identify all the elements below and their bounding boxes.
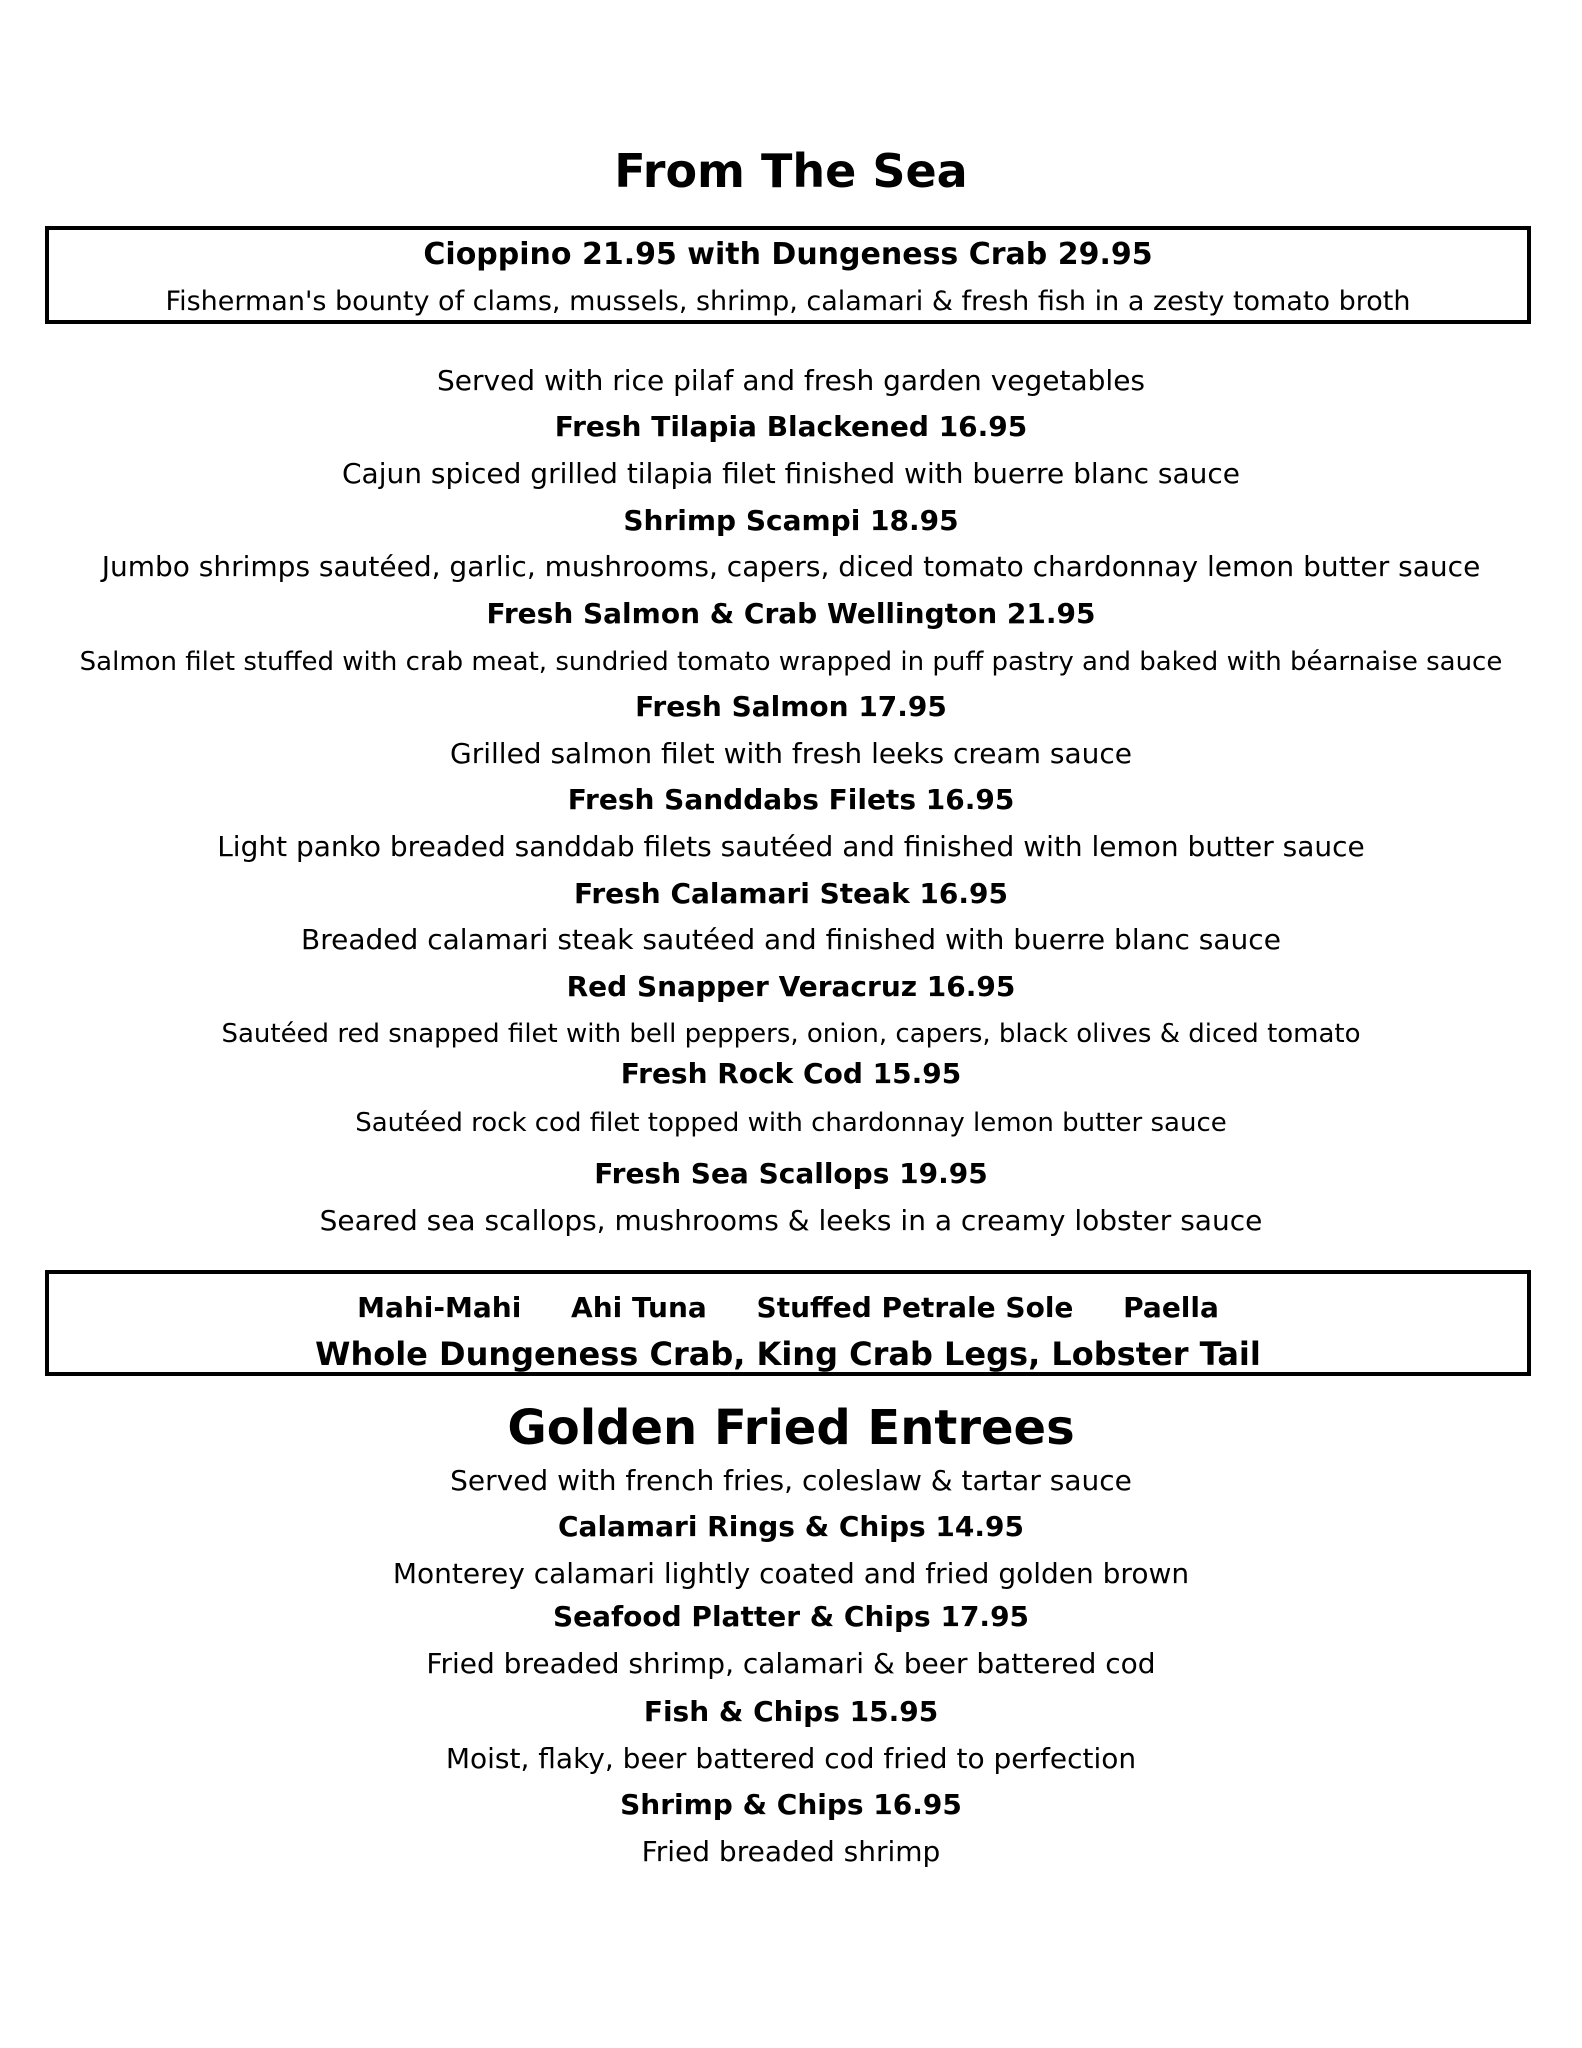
cioppino-name: Cioppino 21.95 with Dungeness Crab 29.95 <box>423 237 1153 272</box>
section-title-golden-fried-entrees: Golden Fried Entrees <box>507 1400 1075 1456</box>
menu-item-name: Fresh Salmon 17.95 <box>635 690 947 723</box>
menu-item-description: Monterey calamari lightly coated and fried golden brown <box>392 1557 1190 1590</box>
menu-item-description: Seared sea scallops, mushrooms & leeks in a creamy lobster sauce <box>319 1204 1263 1237</box>
menu-item-name: Fish & Chips 15.95 <box>643 1695 939 1728</box>
sea-served-with: Served with rice pilaf and fresh garden vegetables <box>436 364 1146 397</box>
menu-item-description: Sautéed rock cod filet topped with chardonnay lemon butter sauce <box>355 1108 1227 1138</box>
menu-item-description: Fried breaded shrimp, calamari & beer battered cod <box>426 1647 1156 1680</box>
menu-item-description: Fried breaded shrimp <box>641 1835 941 1868</box>
special-item: Paella <box>1123 1291 1219 1324</box>
section-title-from-the-sea: From The Sea <box>614 144 968 198</box>
menu-item-name: Shrimp Scampi 18.95 <box>623 504 959 537</box>
special-item: Ahi Tuna <box>571 1291 707 1324</box>
specials-box <box>45 1270 1531 1376</box>
menu-item-description: Cajun spiced grilled tilapia filet finished with buerre blanc sauce <box>341 457 1241 490</box>
menu-item-name: Calamari Rings & Chips 14.95 <box>558 1510 1024 1543</box>
special-item: Stuffed Petrale Sole <box>756 1291 1074 1324</box>
cioppino-description: Fisherman's bounty of clams, mussels, shrimp, calamari & fresh fish in a zesty tomato broth <box>165 286 1411 317</box>
fried-served-with: Served with french fries, coleslaw & tartar sauce <box>450 1464 1132 1497</box>
cioppino-feature-box <box>45 226 1531 324</box>
specials-row-1 <box>49 1291 1527 1324</box>
menu-item-description: Sautéed red snapped filet with bell peppers, onion, capers, black olives & diced tomato <box>221 1019 1361 1049</box>
menu-item-name: Fresh Calamari Steak 16.95 <box>573 877 1008 910</box>
specials-row-2: Whole Dungeness Crab, King Crab Legs, Lobster Tail <box>315 1335 1261 1373</box>
menu-item-name: Shrimp & Chips 16.95 <box>620 1788 962 1821</box>
special-item: Mahi-Mahi <box>357 1291 522 1324</box>
menu-item-description: Grilled salmon filet with fresh leeks cream sauce <box>450 737 1132 770</box>
menu-item-description: Jumbo shrimps sautéed, garlic, mushrooms, capers, diced tomato chardonnay lemon butter sauce <box>101 550 1481 583</box>
menu-item-description: Light panko breaded sanddab filets sautéed and finished with lemon butter sauce <box>217 830 1365 863</box>
menu-item-name: Seafood Platter & Chips 17.95 <box>552 1600 1030 1633</box>
menu-item-name: Fresh Sea Scallops 19.95 <box>594 1157 988 1190</box>
menu-item-description: Breaded calamari steak sautéed and finished with buerre blanc sauce <box>301 923 1281 956</box>
menu-item-name: Fresh Rock Cod 15.95 <box>620 1057 962 1090</box>
menu-item-name: Fresh Salmon & Crab Wellington 21.95 <box>486 597 1096 630</box>
menu-item-name: Red Snapper Veracruz 16.95 <box>566 970 1016 1003</box>
menu-item-name: Fresh Sanddabs Filets 16.95 <box>567 783 1015 816</box>
menu-item-description: Moist, flaky, beer battered cod fried to perfection <box>445 1742 1137 1775</box>
menu-item-name: Fresh Tilapia Blackened 16.95 <box>554 410 1028 443</box>
menu-item-description: Salmon filet stuffed with crab meat, sundried tomato wrapped in puff pastry and baked with béarnaise sauce <box>79 647 1503 677</box>
